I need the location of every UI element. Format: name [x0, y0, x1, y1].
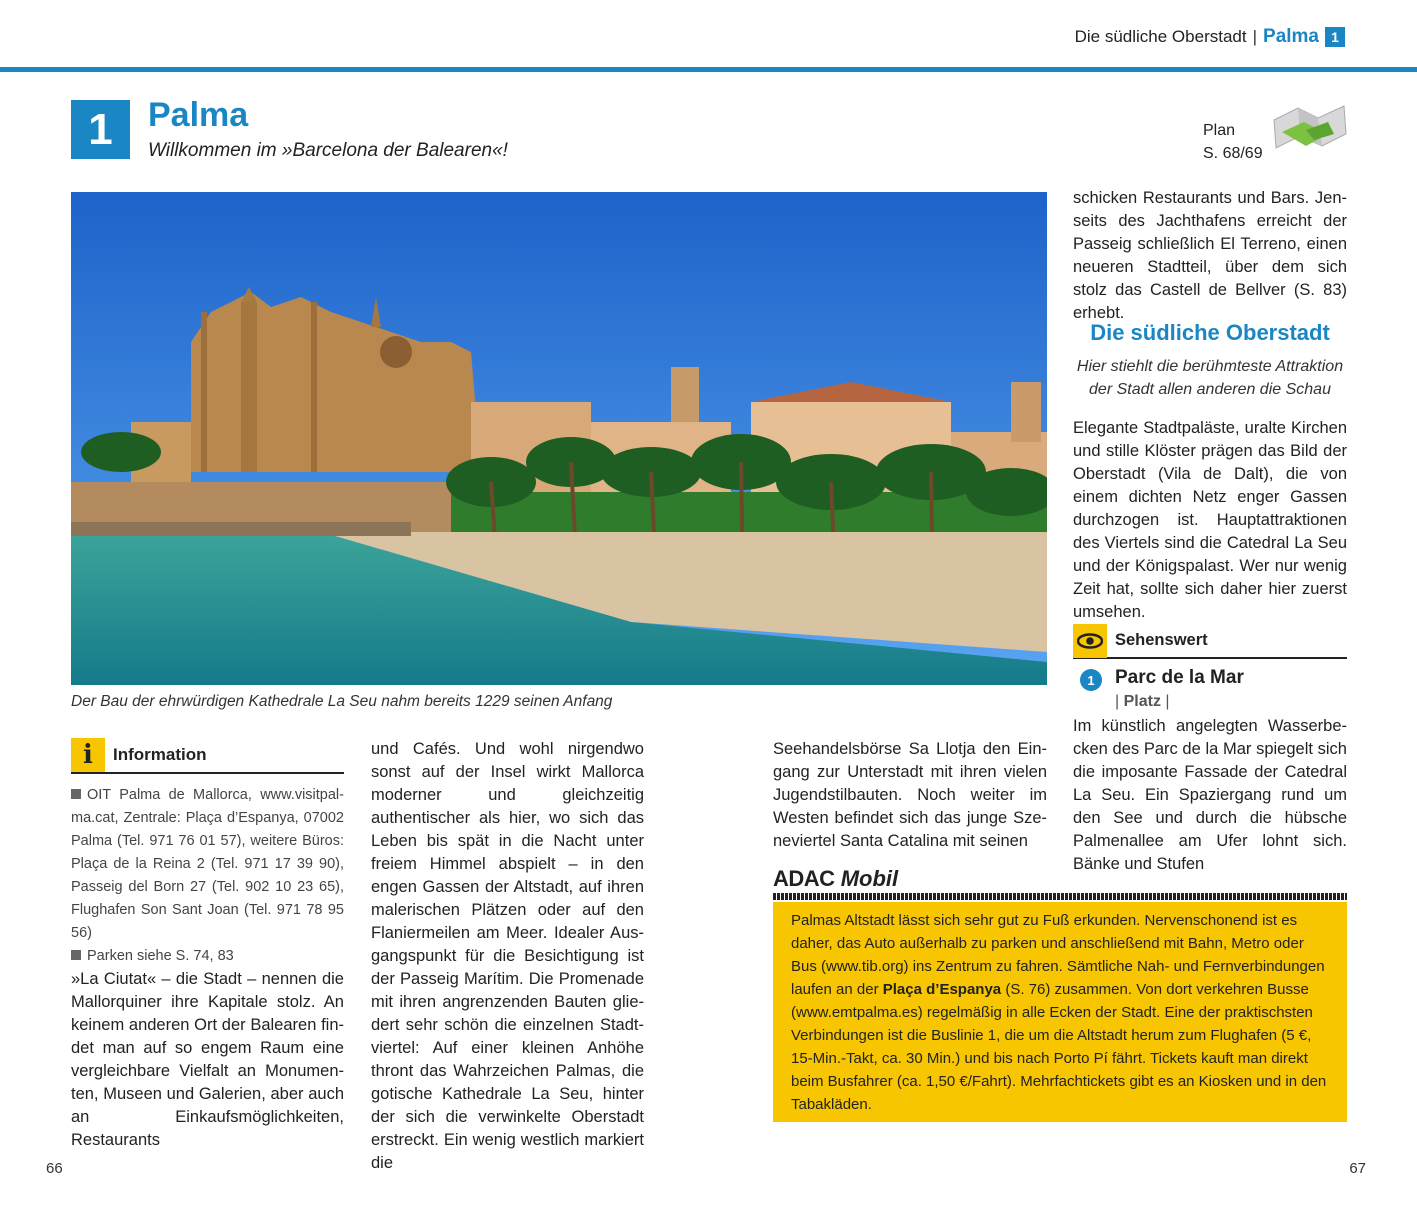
- plan-reference[interactable]: [1203, 119, 1263, 165]
- map-plan-icon: [1270, 100, 1348, 158]
- page-number-right: 67: [1349, 1160, 1366, 1177]
- running-head-section: Die südliche Oberstadt: [1074, 27, 1247, 46]
- info-entry-text: Parken siehe S. 74, 83: [87, 948, 234, 964]
- adac-mobil-box: [773, 902, 1347, 1122]
- adac-text: (S. 76) zusammen. Von dort verkehren Busse (www.emtpalma.es) regelmäßig in alle Ecken der Stadt. Eine der praktischsten Verbindungen ist die Buslinie 1, die um die Altstadt herum zum Flughafen (5 €, 15-Min.-Takt, ca. 30 Min.) und bis nach Porto Pí fährt. Tickets kauft man direkt beim Busfahrer (ca. 1,50 €/Fahrt). Mehrfachtickets gibt es an Kiosken und in den Tabakläden.: [791, 981, 1327, 1113]
- poi-number-badge: 1: [1080, 669, 1102, 691]
- info-entry-text: OIT Palma de Mallorca, www.visitpalma.cat, Zentrale: Plaça d’Espanya, 07002 Palma (Tel. 971 76 01 57), weitere Büros: Plaça de la Reina 2 (Tel. 971 17 39 90), Passeig del Born 27 (Tel. 902 10 23 65), Flughafen Son Sant Joan (Tel. 971 78 95 56): [71, 787, 344, 941]
- info-entry: [71, 945, 344, 968]
- chapter-subtitle: Willkommen im »Barcelona der Balearen«!: [148, 140, 508, 161]
- info-entry: [71, 784, 344, 945]
- section-intro: Hier stiehlt die berühmteste Attraktion der Stadt allen anderen die Schau: [1076, 358, 1344, 398]
- plan-reference-page: S. 68/69: [1203, 145, 1263, 162]
- body-column-2: und Cafés. Und wohl nirgendwo sonst auf der Insel wirkt Mallorca moderner und gleichzeitig authentischer als hier, wo sich das Leben bis spät in die Nacht unter freiem Himmel abspielt – in den engen Gassen der Altstadt, auf ihren malerischen Plätzen oder auf den Flaniermeilen am Meer. Idealer Ausgangspunkt für die Besichtigung ist der Passeig Marítim. Die Promenade mit ihren angrenzenden Bauten gliedert sehr schön die einzelnen Stadtviertel: Auf einer kleinen Anhöhe thront das Wahrzeichen Palmas, die gotische Kathedrale La Seu, hinter der sich die verwinkelte Oberstadt erstreckt. Ein wenig westlich markiert die: [371, 740, 644, 1172]
- bullet-square-icon: [71, 789, 81, 799]
- page-number-left: 66: [46, 1160, 63, 1177]
- adac-mobil-title: [773, 866, 898, 892]
- info-box-body: [71, 784, 344, 968]
- adac-brand: ADAC: [773, 866, 835, 891]
- chapter-number-badge: 1: [71, 100, 130, 159]
- eye-icon: [1073, 624, 1107, 658]
- photo-caption: Der Bau der ehrwürdigen Kathedrale La Seu nahm bereits 1229 seinen Anfang: [71, 693, 613, 710]
- chapter-title: Palma: [148, 96, 249, 134]
- info-icon: i: [71, 738, 105, 772]
- body-column-4: schicken Restaurants und Bars. Jenseits des Jachthafens erreicht der Passeig schließlich El Terreno, einen neueren Stadtteil, über dem sich stolz das Castell de Bellver (S. 83) erhebt.: [1073, 189, 1347, 322]
- top-rule: [0, 67, 1417, 72]
- poi-type-label: Platz: [1123, 693, 1161, 710]
- running-head-separator: |: [1252, 27, 1258, 46]
- cathedral-photo: [71, 192, 1047, 685]
- info-box-header: [71, 738, 344, 774]
- body-column-1: »La Ciutat« – die Stadt – nennen die Mallorquiner ihre Kapitale stolz. An keinem anderen Ort der Balearen findet man auf so engem Raum eine vergleichbare Vielfalt an Monumenten, Museen und Galerien, aber auch an Einkaufsmöglichkeiten, Restaurants: [71, 970, 344, 1149]
- plan-reference-label: Plan: [1203, 122, 1236, 139]
- section-text: Elegante Stadtpaläste, uralte Kirchen und stille Klöster prägen das Bild der Oberstadt (Vila de Dalt), die von einem dichten Netz enger Gassen durchzogen ist. Hauptattraktionen des Viertels sind die Catedral La Seu und der Königspalast. Wer nur wenig Zeit hat, sollte sich daher hier zuerst umsehen.: [1073, 419, 1347, 621]
- bullet-square-icon: [71, 950, 81, 960]
- info-box-heading: Information: [113, 745, 207, 764]
- running-head-city: Palma: [1263, 26, 1319, 47]
- section-title: Die südliche Oberstadt: [1090, 320, 1330, 345]
- adac-text: Palmas Altstadt lässt sich sehr gut zu Fuß erkunden. Nervenschonend ist es daher, das Auto außerhalb zu parken und anschließend mit Bahn, Metro oder Bus (www.tib.org) ins Zentrum zu fahren. Sämtliche Nah- und Fernverbindungen laufen an der: [791, 912, 1325, 998]
- adac-label: Mobil: [840, 866, 899, 891]
- running-head: [1075, 26, 1345, 48]
- running-head-chapter-badge: 1: [1325, 27, 1345, 47]
- poi-name: Parc de la Mar: [1115, 667, 1244, 688]
- adac-rule: [773, 893, 1347, 900]
- adac-text-bold: Plaça d’Espanya: [882, 981, 1002, 998]
- sehenswert-heading: Sehenswert: [1115, 631, 1208, 649]
- poi-type-bar: |: [1165, 693, 1170, 710]
- poi-type: [1115, 693, 1170, 711]
- body-column-3: Seehandelsbörse Sa Llotja den Eingang zur Unterstadt mit ihren vielen Jugendstilbauten. Noch weiter im Westen befindet sich das junge Szeneviertel Santa Catalina mit seinen: [773, 740, 1047, 850]
- poi-type-bar: |: [1115, 693, 1120, 710]
- poi-description: Im künstlich angelegten Wasserbecken des Parc de la Mar spiegelt sich die imposante Fassade der Catedral La Seu. Ein Spaziergang rund um den See und durch die hübsche Palmenallee am Ufer lohnt sich. Bänke und Stufen: [1073, 717, 1347, 873]
- sehenswert-header: [1073, 624, 1347, 659]
